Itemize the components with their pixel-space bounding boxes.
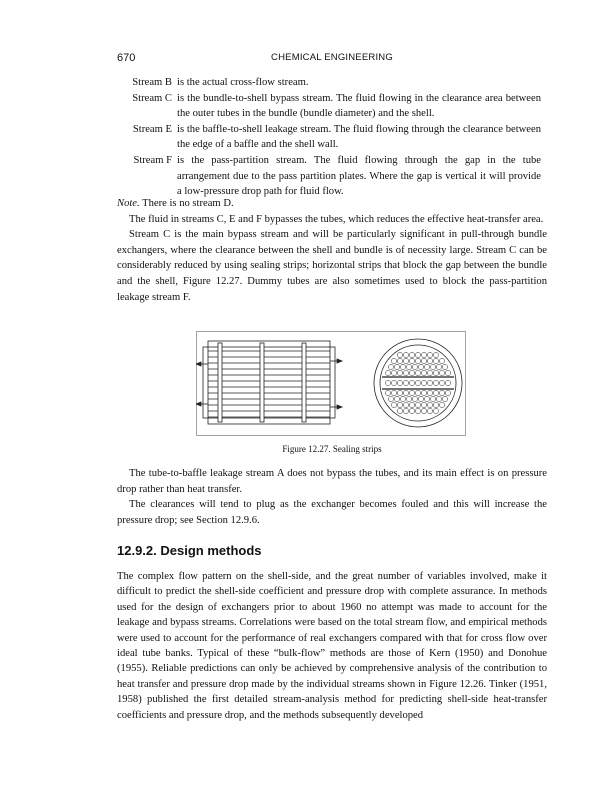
bundle-side-view: [196, 341, 342, 424]
paragraph: Stream C is the main bypass stream and will be particularly significant in pull-through bundle exchangers, where the clearance between the shell and bundle is of necessity large. Stream C can be considerably reduced by using sealing strips; horizontal strips that block the gap between the bundle and the shell, Figure 12.27. Dummy tubes are also sometimes used to block the pass-partition leakage stream F.: [117, 229, 547, 303]
stream-item: [117, 91, 547, 122]
paragraph: The complex flow pattern on the shell-side, and the great number of variables involved, make it difficult to predict the shell-side coefficient and pressure drop with complete assurance. In methods used for the design of exchangers prior to about 1960 no attempt was made to account for the leakage and bypass streams. Correlations were based on the total stream flow, and empirical methods were used to account for the performance of real exchangers compared with that for cross flow over ideal tube banks. Typical of these “bulk-flow” methods are those of Kern (1950) and Donohue (1955). Reliable predictions can only be achieved by comprehensive analysis of the contribution to heat transfer and pressure drop made by the individual streams shown in Figure 12.26. Tinker (1951, 1958) published the first detailed stream-analysis method for predicting shell-side heat-transfer coefficients and pressure drop, and the methods subsequently developed: [117, 571, 547, 721]
note-text: There is no stream D.: [139, 198, 234, 209]
stream-description: is the baffle-to-shell leakage stream. The fluid flowing through the clearance between the edge of a baffle and the shell wall.: [177, 123, 541, 151]
stream-label: Stream F: [133, 154, 172, 166]
paragraph: The tube-to-baffle leakage stream A does not bypass the tubes, and its main effect is on pressure drop rather than heat transfer.: [117, 468, 547, 495]
stream-label: Stream B: [132, 77, 172, 88]
stream-description: is the bundle-to-shell bypass stream. The fluid flowing in the clearance area between the outer tubes in the bundle (bundle diameter) and the shell.: [177, 92, 541, 120]
stream-label: Stream C: [132, 92, 172, 104]
figure-caption: Figure 12.27. Sealing strips: [282, 444, 382, 454]
body-paragraphs: [117, 569, 547, 723]
stream-item: [117, 122, 547, 153]
running-title: CHEMICAL ENGINEERING: [271, 52, 393, 63]
body-paragraphs: [117, 196, 547, 305]
section-heading: 12.9.2. Design methods: [117, 543, 262, 558]
note-label: Note.: [117, 198, 140, 209]
paragraph: The fluid in streams C, E and F bypasses the tubes, which reduces the effective heat-transfer area.: [129, 213, 544, 225]
stream-description: is the pass-partition stream. The fluid flowing through the gap in the tube arrangement due to the pass partition plates. Where the gap is vertical it will provide a low-pressure drop path for fluid flow.: [177, 154, 541, 198]
page-number: 670: [117, 52, 136, 64]
paragraph: The clearances will tend to plug as the exchanger becomes fouled and this will increase the pressure drop; see Section 12.9.6.: [117, 499, 547, 526]
note: [117, 196, 547, 212]
stream-description: is the actual cross-flow stream.: [177, 77, 309, 88]
body-paragraphs: [117, 466, 547, 528]
stream-label: Stream E: [132, 123, 172, 135]
stream-item: [117, 153, 547, 200]
stream-item: [117, 75, 547, 91]
page-header: [117, 52, 547, 66]
bundle-end-view: [374, 339, 462, 427]
stream-list: [117, 75, 547, 200]
sealing-strips-figure: [196, 331, 466, 436]
